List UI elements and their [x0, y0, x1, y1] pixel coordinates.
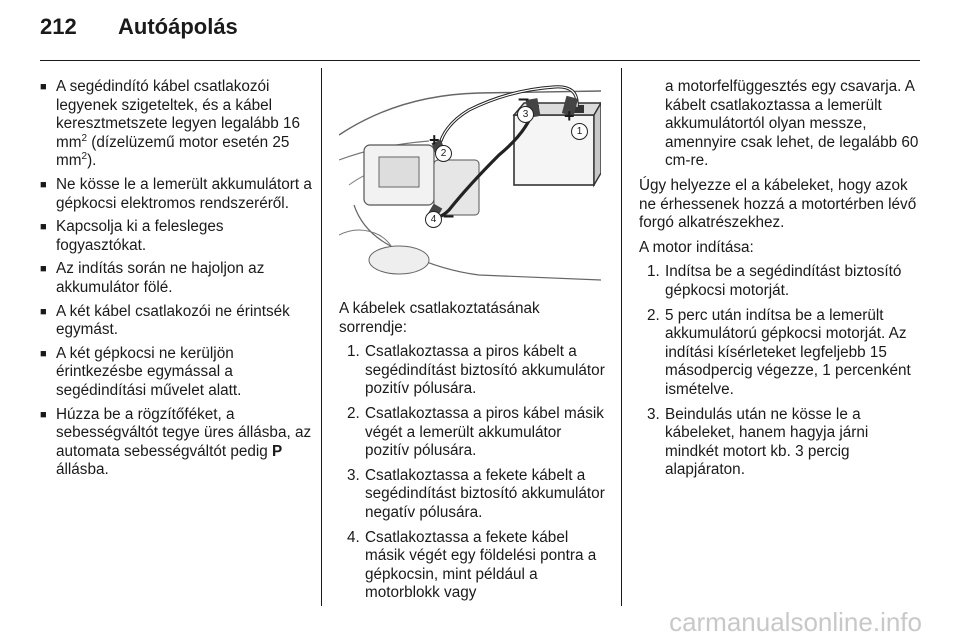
bullet-item: ■ A segédindító kábel csatlakozói legyenek szigeteltek, és a kábel keresztmetszete legyen legalább 16 $mm^2$ (dízelüzemű motor esetén 25 $mm^2$).	[40, 78, 312, 171]
header-rule	[40, 60, 920, 61]
connection-steps-list	[339, 343, 605, 603]
engine-bay-drawing	[339, 75, 601, 287]
column-divider-left	[321, 68, 322, 606]
column-connection-steps	[339, 300, 605, 609]
column-safety-notes	[40, 78, 312, 485]
minus-symbol-ground: –	[443, 205, 455, 227]
step-item: 1. Indítsa be a segédindítást biztosító gépkocsi motorját.	[647, 263, 902, 299]
column-divider-right	[621, 68, 622, 606]
bullet-item: ■ A két gépkocsi ne kerüljön érintkezésbe egymással a segédindítási művelet alatt.	[40, 345, 312, 401]
callout-2: 2	[435, 145, 452, 162]
step-item: 1. Csatlakoztassa a piros kábelt a segédindítást biztosító akkumulátor pozitív pólusára.	[347, 343, 605, 398]
bullet-item: ■ Húzza be a rögzítőféket, a sebességváltót tegye üres állásba, az automata sebességváltót pedig P állásba.	[40, 406, 312, 480]
steps-intro: A kábelek csatlakoztatásának sorrendje:	[339, 300, 540, 336]
step-item: 3. Csatlakoztassa a fekete kábelt a segédindítást biztosító akkumulátor negatív pólusára.	[347, 466, 605, 521]
minus-symbol-donor: –	[518, 88, 530, 110]
column-start-procedure	[639, 78, 923, 486]
start-steps-list	[639, 263, 923, 480]
cable-routing-note: Úgy helyezze el a kábeleket, hogy azok ne érhessenek hozzá a motortérben lévő forgó alkatrészekhez.	[639, 176, 917, 232]
continuation-text: a motorfelfüggesztés egy csavarja. A kábelt csatlakoztassa a lemerült akkumulátortól olyan messze, amennyire csak lehet, de legalább 60 cm-re.	[665, 78, 919, 170]
bullet-item: ■ Kapcsolja ki a felesleges fogyasztókat.	[40, 218, 312, 255]
page-number: 212	[40, 14, 77, 39]
jump-start-illustration	[339, 75, 601, 287]
step-item: 2. Csatlakoztassa a piros kábel másik végét a lemerült akkumulátor pozitív pólusára.	[347, 404, 604, 460]
watermark: carmanualsonline.info	[669, 607, 922, 637]
step-item: 2. 5 perc után indítsa be a lemerült akkumulátorú gépkocsi motorját. Az indítási kísérleteket legfeljebb 15 másodpercig végezze, 1 percenként ismételve.	[647, 306, 911, 398]
bullet-item: ■ A két kábel csatlakozói ne érintsék egymást.	[40, 303, 312, 340]
step-item: 4. Csatlakoztassa a fekete kábel másik végét egy földelési pontra a gépkocsin, mint például a motorblokk vagy	[347, 528, 597, 602]
callout-3: 3	[517, 106, 534, 123]
callout-4: 4	[425, 211, 442, 228]
step-item: 3. Beindulás után ne kösse le a kábeleket, hanem hagyja járni mindkét motort kb. 3 percig alapjáraton.	[647, 405, 869, 479]
start-intro: A motor indítása:	[639, 238, 754, 256]
callout-1: 1	[571, 123, 588, 140]
bullet-item: ■ Az indítás során ne hajoljon az akkumulátor fölé.	[40, 260, 312, 297]
bullet-item: ■ Ne kösse le a lemerült akkumulátort a gépkocsi elektromos rendszeréről.	[40, 176, 312, 213]
page-title: Autóápolás	[118, 14, 238, 39]
safety-bullet-list	[40, 78, 312, 480]
plus-symbol-dead: +	[429, 130, 440, 150]
plus-symbol-donor: +	[564, 106, 575, 126]
